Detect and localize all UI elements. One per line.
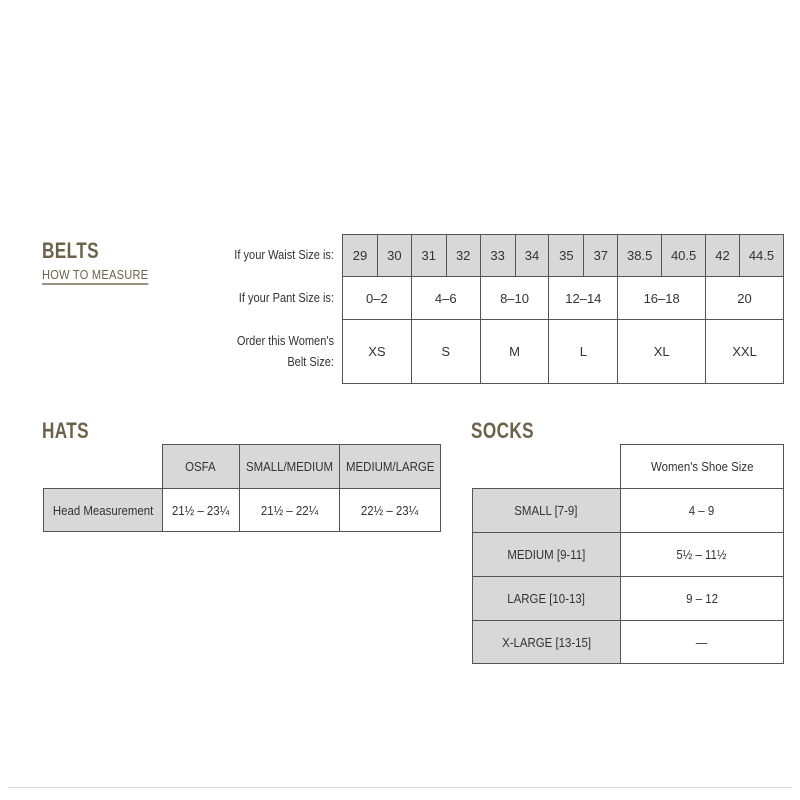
footer-divider [8,787,792,788]
waist-cell: 31 [411,235,446,277]
waist-cell: 29 [343,235,378,277]
belt-size-label-line1: Order this Women's [236,333,334,348]
sock-size-cell: X-LARGE [13-15] [473,621,621,664]
head-measurement-label: Head Measurement [44,489,163,532]
how-to-measure-link[interactable]: HOW TO MEASURE [42,267,148,285]
belt-size-row [343,320,784,384]
hats-title: HATS [42,418,90,443]
waist-cell: 35 [549,235,584,277]
waist-cell: 40.5 [662,235,706,277]
sock-size-cell: MEDIUM [9-11] [473,533,621,577]
belt-cell: XL [618,320,706,384]
shoe-size-header: Women's Shoe Size [620,445,784,489]
waist-cell: 37 [584,235,618,277]
hat-value-cell: 22½ – 23¼ [339,489,440,532]
pant-cell: 8–10 [480,277,549,320]
belt-cell: M [480,320,549,384]
shoe-size-cell: — [620,621,784,664]
hat-header-row [44,445,441,489]
sock-row [473,621,784,664]
hat-column-header: SMALL/MEDIUM [239,445,339,489]
shoe-size-cell: 5½ – 11½ [620,533,784,577]
waist-size-row [343,235,784,277]
waist-cell: 38.5 [618,235,662,277]
belt-cell: XXL [706,320,784,384]
sock-corner-cell [473,445,621,489]
belt-size-label [164,330,334,372]
belt-cell: L [549,320,618,384]
pant-size-label: If your Pant Size is: [238,290,334,305]
socks-title: SOCKS [471,418,534,443]
sock-size-cell: SMALL [7-9] [473,489,621,533]
hat-size-table [43,444,441,532]
waist-cell: 30 [377,235,411,277]
sock-size-cell: LARGE [10-13] [473,577,621,621]
sock-header-row [473,445,784,489]
belt-size-label-line2: Belt Size: [287,354,334,369]
hat-corner-cell [44,445,163,489]
belts-title: BELTS [42,238,99,263]
shoe-size-cell: 4 – 9 [620,489,784,533]
waist-cell: 44.5 [739,235,783,277]
pant-cell: 4–6 [411,277,480,320]
waist-cell: 33 [480,235,515,277]
belt-cell: S [411,320,480,384]
hat-column-header: MEDIUM/LARGE [339,445,440,489]
sock-row [473,489,784,533]
waist-cell: 32 [446,235,480,277]
sock-size-table [472,444,784,664]
belt-size-table [342,234,784,384]
hat-measurement-row [44,489,441,532]
sock-row [473,577,784,621]
pant-cell: 20 [706,277,784,320]
hat-column-header: OSFA [163,445,240,489]
pant-cell: 12–14 [549,277,618,320]
sock-row [473,533,784,577]
shoe-size-cell: 9 – 12 [620,577,784,621]
pant-cell: 0–2 [343,277,412,320]
waist-cell: 34 [515,235,549,277]
hat-value-cell: 21½ – 23¼ [163,489,240,532]
waist-size-label: If your Waist Size is: [234,247,334,262]
hat-value-cell: 21½ – 22¼ [239,489,339,532]
pant-cell: 16–18 [618,277,706,320]
belt-cell: XS [343,320,412,384]
pant-size-row [343,277,784,320]
waist-cell: 42 [706,235,740,277]
